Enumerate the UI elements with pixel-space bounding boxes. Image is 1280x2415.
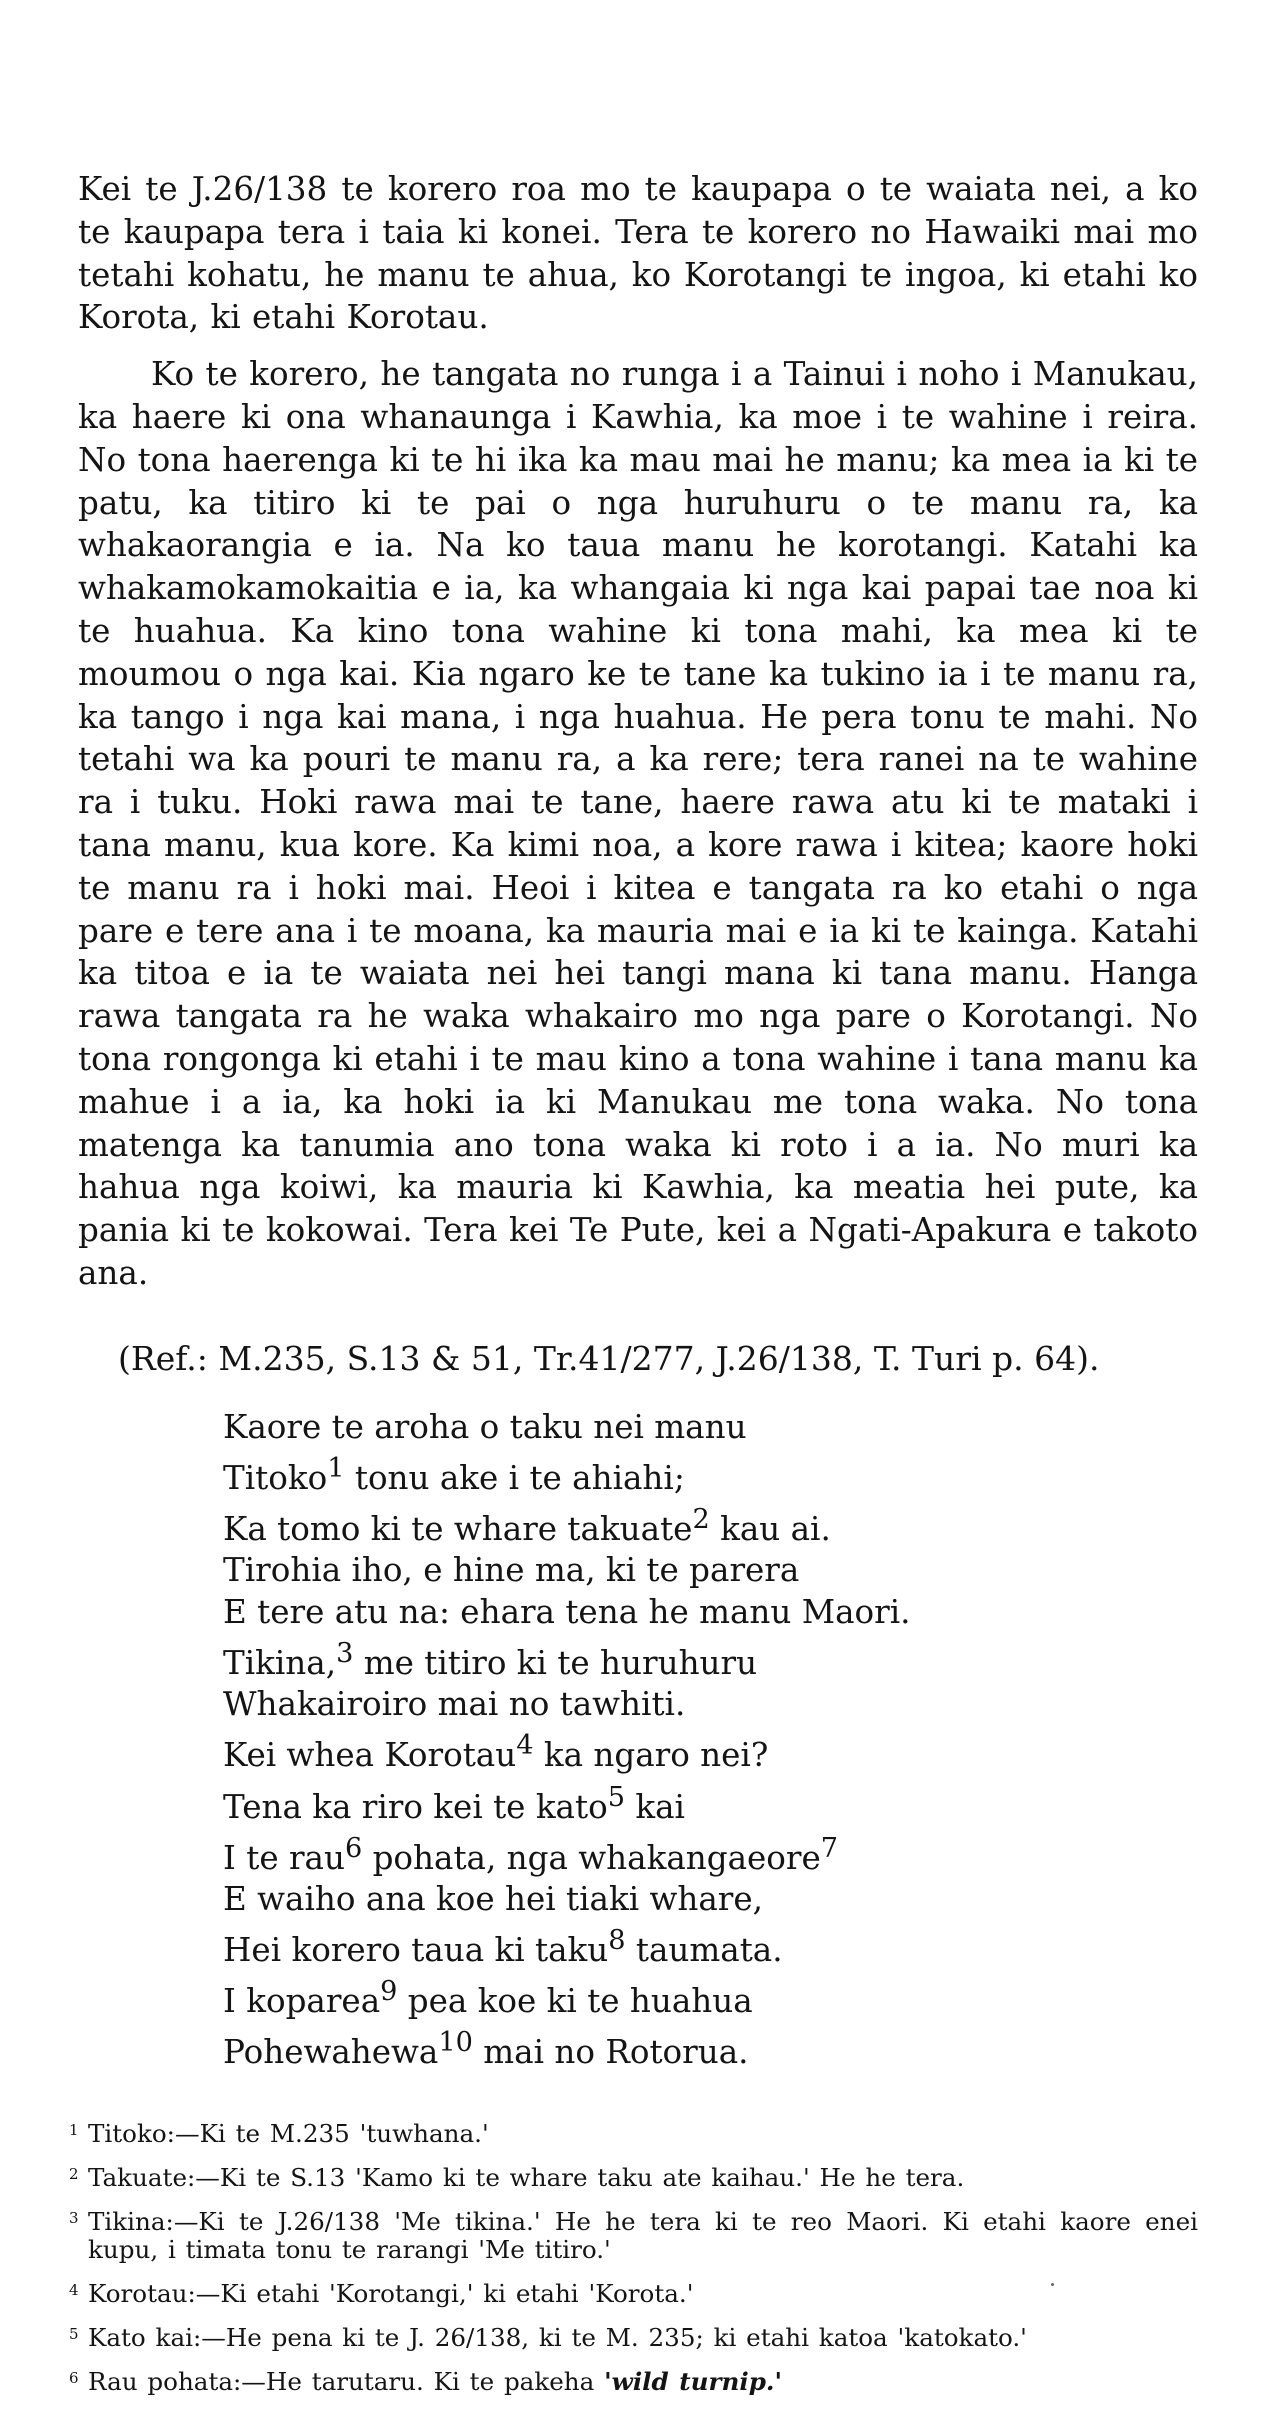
footnote-number: 1 <box>69 2120 79 2139</box>
footnote <box>69 2162 1198 2192</box>
footnote <box>69 2366 1198 2396</box>
footnote-term: Korotau: <box>88 2278 196 2308</box>
footnote-marker: 7 <box>820 1832 839 1864</box>
poem-line: Kei whea Korotau$^4$ ka ngaro nei? <box>223 1730 769 1775</box>
footnote-marker: 5 <box>607 1781 625 1813</box>
footnote-text: —Ki te M.235 'tuwhana.' <box>174 2118 489 2148</box>
footnote-number: 6 <box>69 2368 79 2387</box>
footnote-term: Titoko: <box>88 2118 175 2148</box>
footnote <box>69 2322 1198 2352</box>
poem-line: I koparea$^9$ pea koe ki te huahua <box>223 1976 753 2021</box>
footnote-marker: 10 <box>438 2027 473 2059</box>
poem-line: Tena ka riro kei te kato$^5$ kai <box>223 1781 685 1826</box>
document-page <box>69 168 1198 2412</box>
poem <box>223 1407 1198 2074</box>
footnote-number: 2 <box>69 2164 79 2183</box>
footnote-marker: 9 <box>380 1976 398 2008</box>
footnote-marker: 4 <box>516 1730 534 1762</box>
footnote-marker: 2 <box>692 1504 710 1536</box>
footnote-marker: 3 <box>336 1637 354 1669</box>
footnote-term: Tikina: <box>88 2206 174 2236</box>
footnote-english-term: 'wild turnip.' <box>604 2366 782 2396</box>
story-paragraph: Ko te korero, he tangata no runga i a Tainui i noho i Manukau, ka haere ki ona whanaunga i Kawhia, ka moe i te wahine i reira. No tona haerenga ki te hi ika ka mau mai he manu; ka mea ia ki te patu, ka titiro ki te pai o nga huruhuru o te manu ra, ka whakaorangia e ia. Na ko taua manu he korotangi. Katahi ka whakamokamokaitia e ia, ka whangaia ki nga kai papai tae noa ki te huahua. Ka kino tona wahine ki tona mahi, ka mea ki te moumou o nga kai. Kia ngaro ke te tane ka tukino ia i te manu ra, ka tango i nga kai mana, i nga huahua. He pera tonu te mahi. No tetahi wa ka pouri te manu ra, a ka rere; tera ranei na te wahine ra i tuku. Hoki rawa mai te tane, haere rawa atu ki te mataki i tana manu, kua kore. Ka kimi noa, a kore rawa i kitea; kaore hoki te manu ra i hoki mai. Heoi i kitea e tangata ra ko etahi o nga pare e tere ana i te moana, ka mauria mai e ia ki te kainga. Katahi ka titoa e ia te waiata nei hei tangi mana ki tana manu. Hanga rawa tangata ra he waka whakairo mo nga pare o Korotangi. No tona rongonga ki etahi i te mau kino a tona wahine i tana manu ka mahue i a ia, ka hoki ia ki Manukau me tona waka. No tona matenga ka tanumia ano tona waka ki roto i a ia. No muri ka hahua nga koiwi, ka mauria ki Kawhia, ka meatia hei pute, ka pania ki te kokowai. Tera kei Te Pute, kei a Ngati-Apakura e takoto ana. <box>78 355 1198 1292</box>
footnote-text: —Ki etahi 'Korotangi,' ki etahi 'Korota.' <box>195 2278 694 2308</box>
footnote-number: 4 <box>69 2280 79 2299</box>
poem-line: E waiho ana koe hei tiaki whare, <box>223 1879 763 1918</box>
footnote-marker: 1 <box>327 1453 345 1485</box>
footnote-text: —Ki te S.13 'Kamo ki te whare taku ate kaihau.' He he tera. <box>195 2162 965 2192</box>
reference-line: (Ref.: M.235, S.13 & 51, Tr.41/277, J.26/138, T. Turi p. 64). <box>118 1338 1100 1378</box>
footnotes <box>69 2118 1198 2396</box>
poem-line: Hei korero taua ki taku$^8$ taumata. <box>223 1925 783 1969</box>
footnote-text: —He pena ki te J. 26/138, ki te M. 235; ki etahi katoa 'katokato.' <box>201 2322 1027 2352</box>
footnote <box>69 2206 1198 2264</box>
footnote-text: —He tarutaru. Ki te pakeha <box>241 2366 605 2396</box>
footnote-term: Takuate: <box>88 2162 196 2192</box>
footnote-marker: 6 <box>344 1832 363 1864</box>
poem-line: Tirohia iho, e hine ma, ki te parera <box>223 1551 800 1590</box>
footnote <box>69 2118 1198 2148</box>
print-speck <box>1051 2283 1054 2286</box>
poem-line: E tere atu na: ehara tena he manu Maori. <box>223 1592 911 1631</box>
footnote <box>69 2278 1198 2308</box>
footnote-number: 5 <box>69 2324 79 2343</box>
footnote-text: —Ki te J.26/138 'Me tikina.' He he tera ki te reo Maori. Ki etahi kaore enei kupu, i timata tonu te rarangi 'Me titiro.' <box>88 2206 1198 2264</box>
footnote-term: Rau pohata: <box>88 2366 242 2396</box>
poem-line: Pohewahewa$^{10}$ mai no Rotorua. <box>223 2027 749 2072</box>
poem-line: Titoko$^1$ tonu ake i te ahiahi; <box>223 1453 685 1497</box>
footnote-number: 3 <box>69 2208 79 2227</box>
poem-line: Whakairoiro mai no tawhiti. <box>223 1685 686 1724</box>
intro-paragraph: Kei te J.26/138 te korero roa mo te kaupapa o te waiata nei, a ko te kaupapa tera i taia ki konei. Tera te korero no Hawaiki mai mo tetahi kohatu, he manu te ahua, ko Korotangi te ingoa, ki etahi ko Korota, ki etahi Korotau. <box>78 170 1198 337</box>
poem-line: Kaore te aroha o taku nei manu <box>223 1407 747 1446</box>
footnote-term: Kato kai: <box>88 2322 202 2352</box>
poem-line: Tikina,$^3$ me titiro ki te huruhuru <box>223 1637 758 1682</box>
poem-line: I te rau$^6$ pohata, nga whakangaeore$^7$ <box>223 1832 839 1877</box>
poem-line: Ka tomo ki te whare takuate$^2$ kau ai. <box>223 1504 831 1549</box>
footnote-marker: 8 <box>608 1925 626 1957</box>
